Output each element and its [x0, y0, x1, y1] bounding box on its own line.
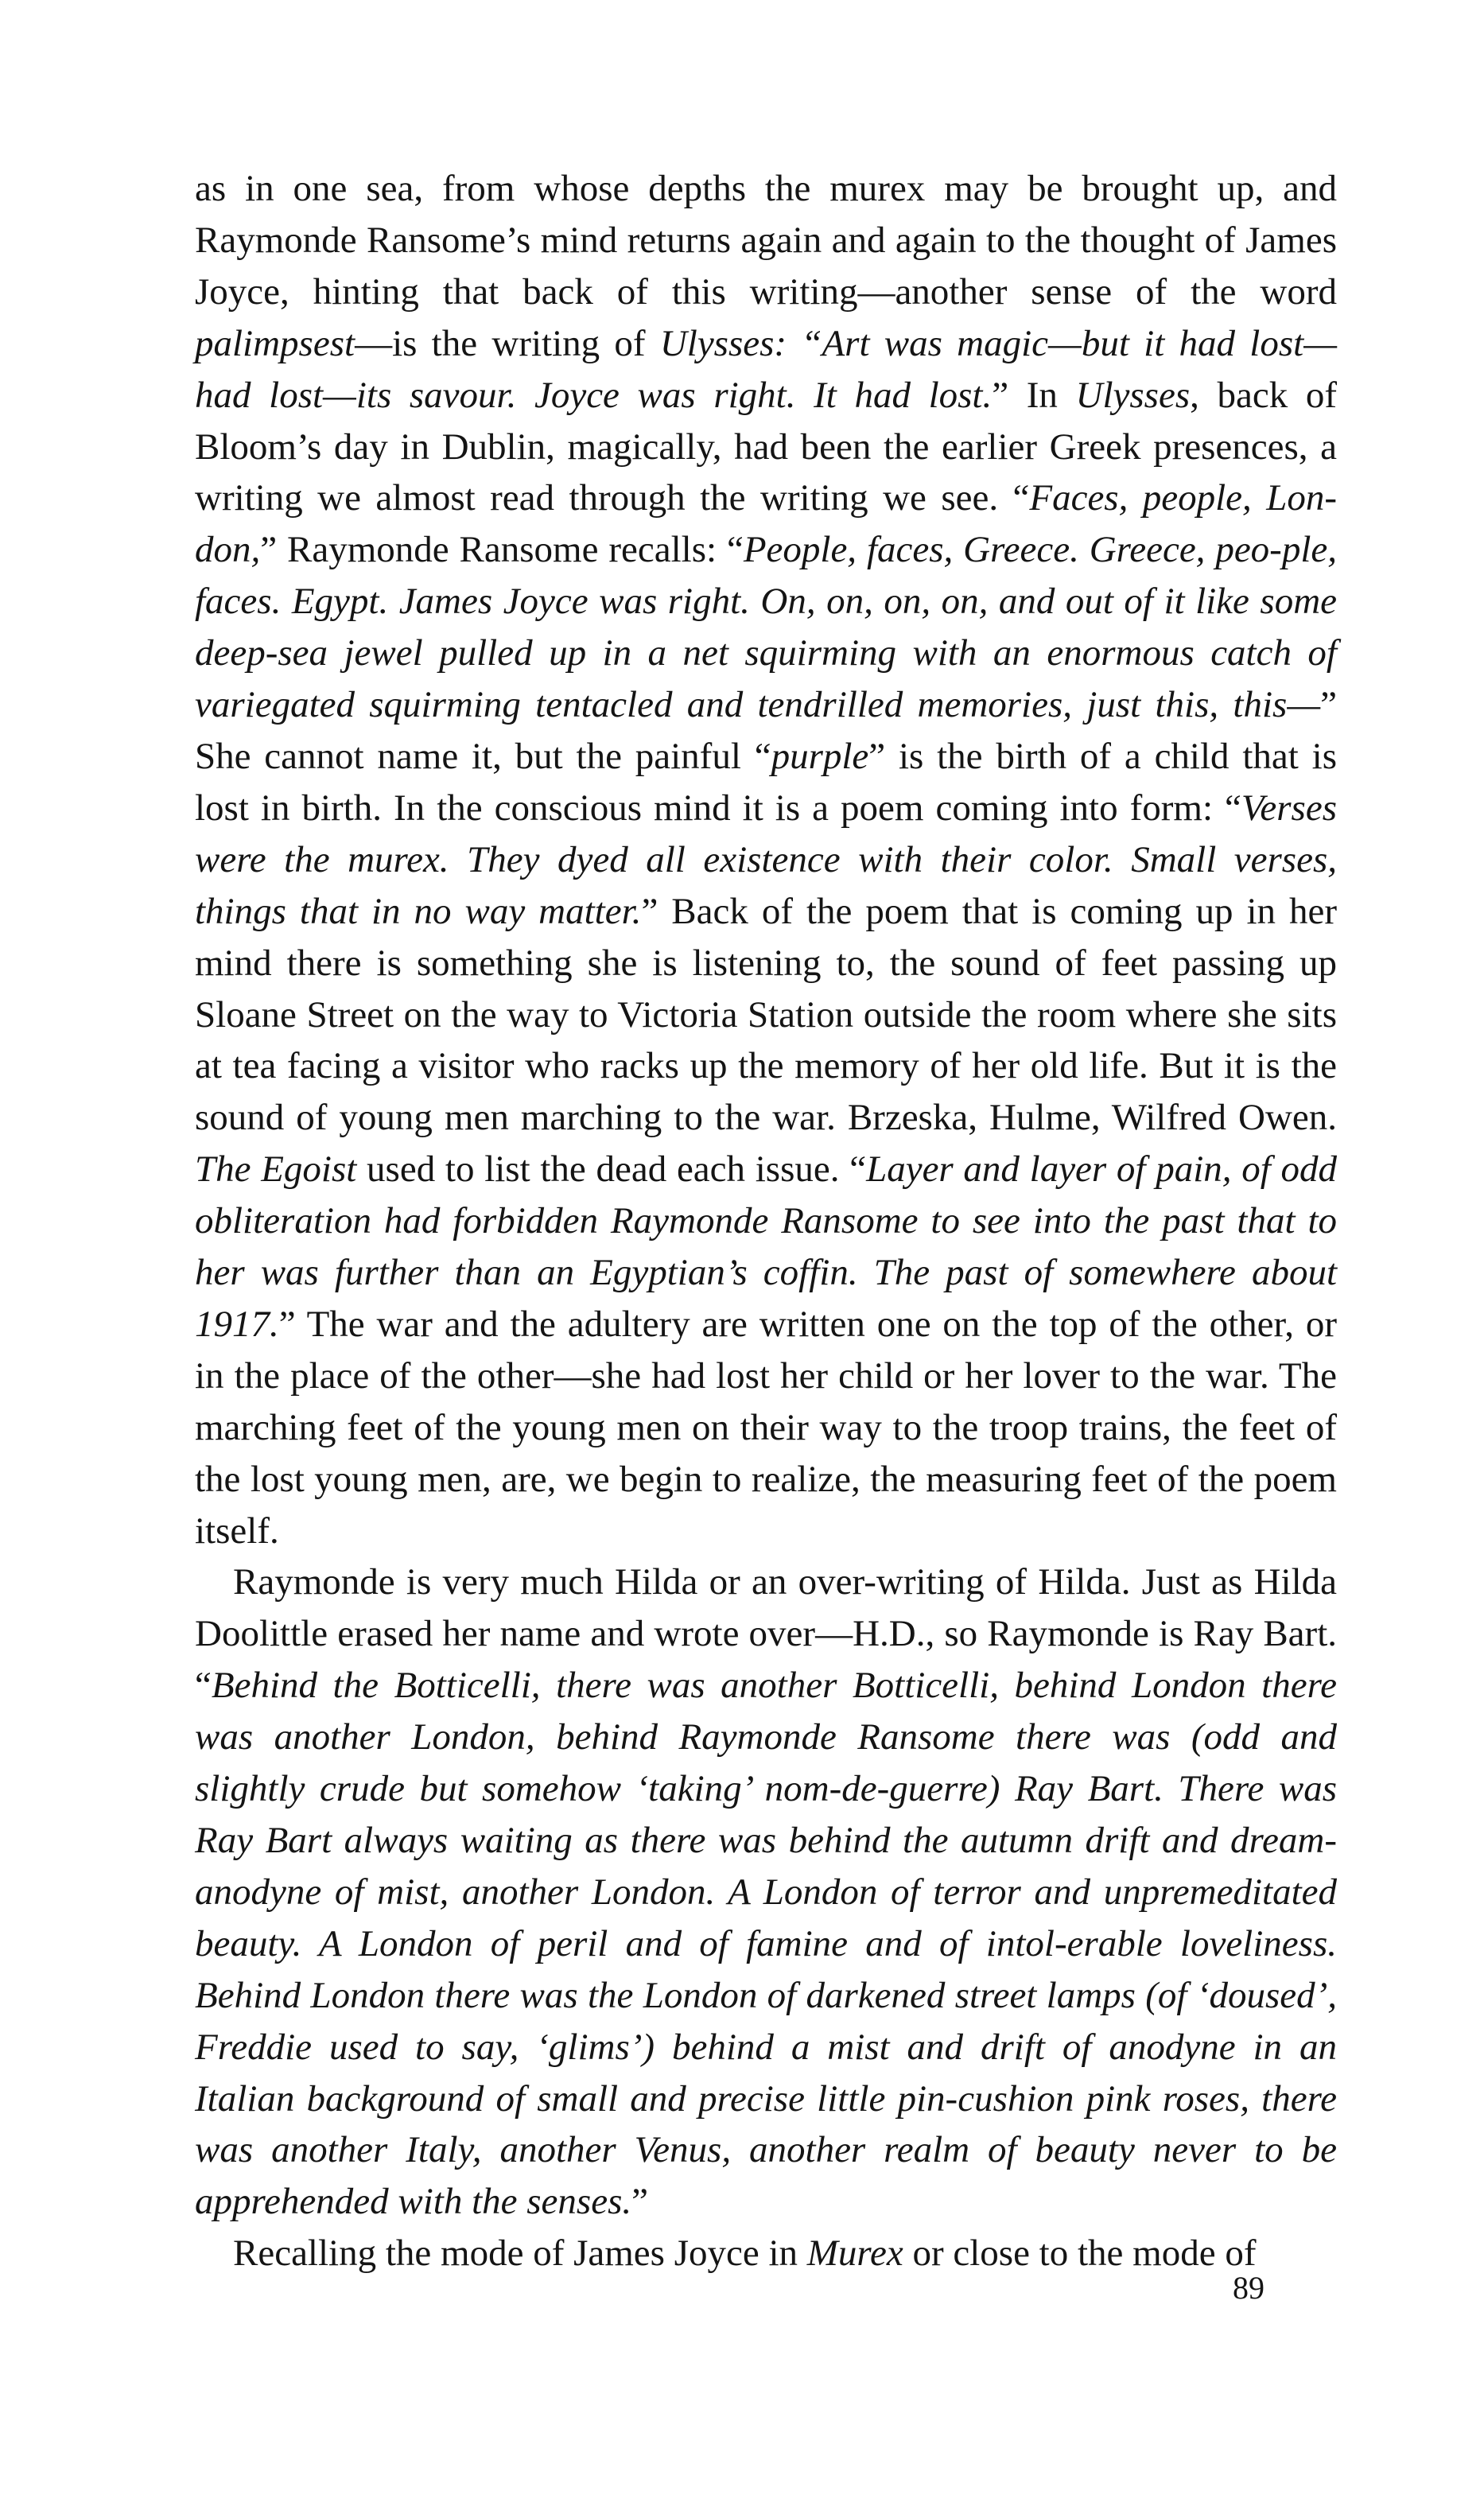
- text-run-italic: Behind the Botticelli, there was another Botticelli, behind London there was another London, behind Raymonde Ransome there was (odd and slightly crude but somehow ‘taking’ nom-de-guerre) Ray Bart. There was Ray Bart always waiting as there was behind the autumn drift and dream-anodyne of mist, another London. A London of terror and unpremeditated beauty. A London of peril and of famine and of intol-erable loveliness. Behind London there was the London of darkened street lamps (of ‘doused’, Freddie used to say, ‘glims’) behind a mist and drift of anodyne in an Italian background of small and precise little pin-cushion pink roses, there was another Italy, another Venus, another realm of beauty never to be apprehended with the senses.: [195, 1665, 1337, 2223]
- text-run-italic: Ulysses: “Art was magic—but it had lost—had lost—its savour. Joyce was right. It had lost.: [195, 322, 1338, 416]
- body-text: [195, 163, 1337, 2279]
- paragraph: [195, 163, 1337, 1556]
- paragraph: [195, 1556, 1337, 2228]
- text-run: Raymonde is very much Hilda or an over-writing of Hilda. Just as Hilda Doolittle erased her name and wrote over—H.D., so Raymonde is Ray Bart. “: [195, 1561, 1337, 1707]
- text-run-italic: Ulysses: [1075, 374, 1191, 416]
- text-run: ” Back of the poem that is coming up in her mind there is something she is listening to, the sound of feet passing up Sloane Street on the way to Victoria Station outside the room where she sits at tea facing a visitor who racks up the memory of her old life. But it is the sound of young men marching to the war. Brzeska, Hulme, Wilfred Owen.: [195, 890, 1338, 1139]
- text-run-italic: palimpsest: [195, 322, 355, 364]
- text-run: ” She cannot name it, but the painful “: [195, 684, 1337, 777]
- text-run-italic: People, faces, Greece. Greece, peo-ple, faces. Egypt. James Joyce was right. On, on, on, on, and out of it like some deep-sea jewel pulled up in a net squirming with an enormous catch of variegated squirming tentacled and tendrilled memories, just this, this—: [195, 529, 1338, 726]
- text-run-italic: purple: [771, 735, 869, 777]
- text-run: ” In: [992, 374, 1076, 416]
- text-run: , back of Bloom’s day in Dublin, magically, had been the earlier Greek presences, a writing we almost read through the writing we see. “: [195, 374, 1337, 519]
- text-run: or close to the mode of: [903, 2232, 1257, 2275]
- paragraph: [195, 2228, 1337, 2279]
- text-run: as in one sea, from whose depths the murex may be brought up, and Raymonde Ransome’s mind returns again and again to the thought of James Joyce, hinting that back of this writing—another sense of the word: [195, 168, 1337, 313]
- text-run-italic: The Egoist: [195, 1148, 357, 1191]
- text-run: ” is the birth of a child that is lost in birth. In the conscious mind it is a poem coming into form: “: [195, 735, 1337, 829]
- text-run: ”: [631, 2181, 648, 2223]
- text-run-italic: Verses were the murex. They dyed all existence with their color. Small verses, things that in no way matter.: [195, 787, 1337, 932]
- text-run: used to list the dead each issue. “: [356, 1148, 867, 1191]
- text-run: —is the writing of: [355, 322, 660, 364]
- text-run: ” Raymonde Ransome recalls: “: [260, 529, 744, 571]
- text-run: Recalling the mode of James Joyce in: [233, 2232, 807, 2275]
- text-run-italic: Layer and layer of pain, of odd obliteration had forbidden Raymonde Ransome to see into the past that to her was further than an Egyptian’s coffin. The past of somewhere about 1917.: [195, 1148, 1337, 1345]
- text-run-italic: Faces, people, Lon-don,: [195, 477, 1338, 571]
- page-number: 89: [1233, 2270, 1265, 2306]
- text-run-italic: Murex: [806, 2232, 903, 2275]
- text-run: ” The war and the adultery are written one on the top of the other, or in the place of the other—she had lost her child or her lover to the war. The marching feet of the young men on their way to the troop trains, the feet of the lost young men, are, we begin to realize, the measuring feet of the poem itself.: [195, 1303, 1337, 1552]
